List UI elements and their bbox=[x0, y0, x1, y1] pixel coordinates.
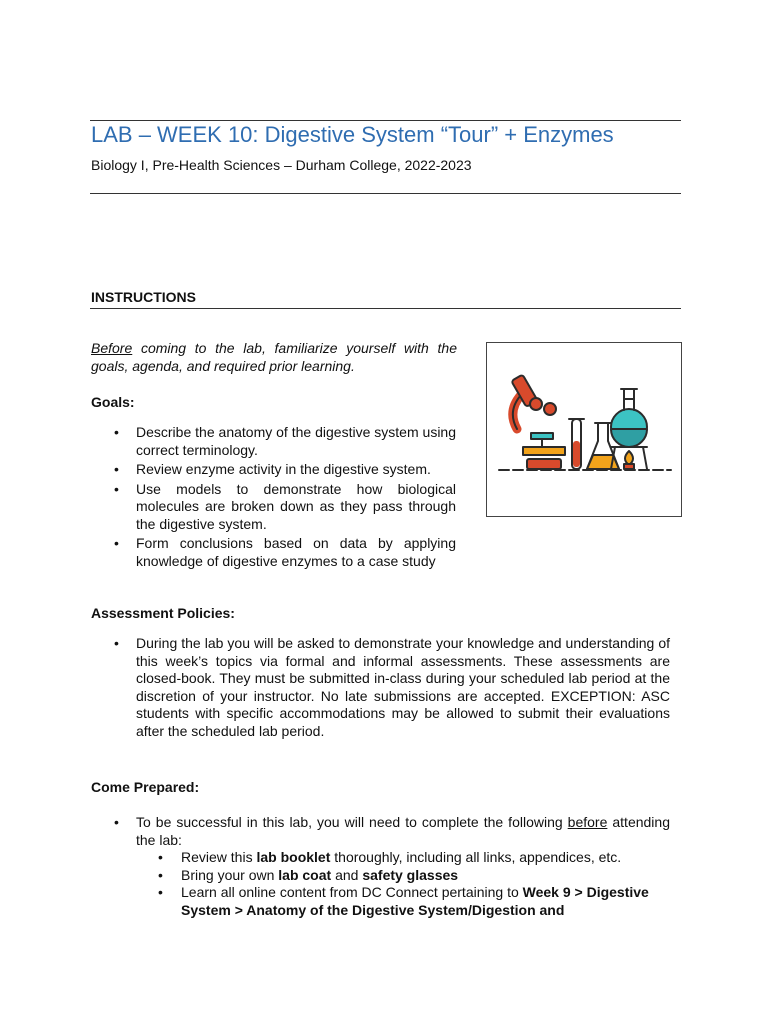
goals-heading: Goals: bbox=[91, 394, 135, 410]
assessment-list bbox=[114, 635, 670, 742]
sub-bold-text: lab booklet bbox=[256, 849, 331, 865]
prep-intro-b: attending the lab: bbox=[136, 814, 670, 848]
top-rule bbox=[90, 120, 681, 121]
sub-list-item bbox=[158, 849, 670, 867]
microscope-icon bbox=[511, 375, 565, 469]
sub-list-item bbox=[158, 867, 670, 885]
list-item: • Review enzyme activity in the digestive system. bbox=[114, 461, 456, 479]
sub-text: Bring your own bbox=[181, 866, 279, 883]
prepared-heading: Come Prepared: bbox=[91, 779, 200, 795]
sub-text: Learn all online content from DC Connect pertaining to bbox=[181, 884, 523, 900]
list-item: • During the lab you will be asked to demonstrate your knowledge and understanding of this week’s topics via formal and informal assessments. These assessments are closed-book. They must be submitted in-class during your scheduled lab period at the discretion of your instructor. No late submissions are accepted. EXCEPTION: ASC students with specific accommodations may be allowed to submit their evaluations after the scheduled lab period. bbox=[114, 635, 670, 740]
intro-text: coming to the lab, familiarize yourself with the goals, agenda, and required prior learning. bbox=[91, 340, 457, 374]
list-item: • Describe the anatomy of the digestive system using correct terminology. bbox=[114, 424, 456, 459]
instructions-rule bbox=[90, 308, 681, 309]
sub-text: thoroughly, including all links, appendices, etc. bbox=[330, 849, 622, 865]
sub-text: and bbox=[331, 866, 363, 883]
page-title: LAB – WEEK 10: Digestive System “Tour” + Enzymes bbox=[91, 122, 614, 147]
list-item: • Form conclusions based on data by applying knowledge of digestive enzymes to a case study bbox=[114, 535, 456, 570]
sub-bold-text: lab coat bbox=[278, 866, 332, 883]
assessment-heading: Assessment Policies: bbox=[91, 605, 235, 621]
round-flask-icon bbox=[611, 389, 647, 469]
instructions-heading: INSTRUCTIONS bbox=[91, 289, 196, 305]
list-item: • Use models to demonstrate how biological molecules are broken down as they pass through the digestive system. bbox=[114, 481, 456, 534]
sub-bold-text: Week 9 > Digestive System > Anatomy of the Digestive System/Digestion and bbox=[181, 884, 649, 918]
prep-intro-underlined: before bbox=[567, 814, 608, 830]
list-item bbox=[114, 814, 670, 919]
intro-paragraph bbox=[91, 339, 457, 375]
prepared-sublist bbox=[136, 849, 670, 919]
sub-list-item bbox=[158, 884, 670, 919]
prep-intro-a: To be successful in this lab, you will need to complete the following bbox=[136, 814, 568, 830]
intro-underlined-word: Before bbox=[91, 340, 133, 356]
lab-illustration bbox=[486, 342, 682, 517]
page-subtitle: Biology I, Pre-Health Sciences – Durham College, 2022-2023 bbox=[91, 157, 472, 173]
sub-text: Review this bbox=[181, 849, 257, 865]
lab-equipment-icon bbox=[487, 343, 681, 516]
header-rule bbox=[90, 193, 681, 194]
prepared-list bbox=[114, 814, 670, 921]
test-tube-icon bbox=[569, 419, 584, 469]
sub-bold-text: safety glasses bbox=[362, 866, 459, 883]
goals-list bbox=[114, 424, 456, 572]
